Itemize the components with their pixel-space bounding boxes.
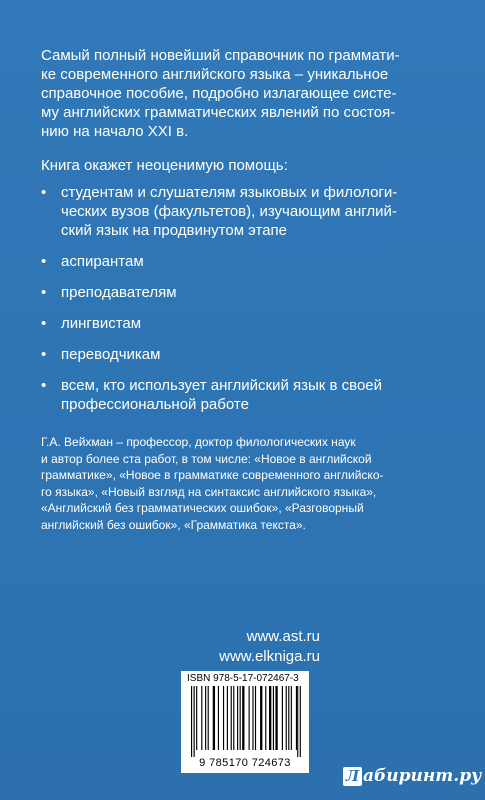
barcode-bar [291, 686, 292, 750]
barcode-bar [249, 686, 250, 750]
bullet-icon: • [41, 315, 47, 332]
barcode-bar [286, 686, 287, 750]
isbn-number: ISBN 978-5-17-072467-3 [187, 673, 299, 684]
barcode-bar [233, 686, 234, 750]
list-item-line: профессиональной работе [61, 396, 249, 413]
author-line: го языка», «Новый взгляд на синтаксис английского языка», [41, 484, 377, 499]
author-line: английский без ошибок», «Грамматика текста». [41, 517, 306, 532]
bullet-icon: • [41, 346, 47, 363]
barcode-bar [194, 686, 195, 757]
bullet-icon: • [41, 284, 47, 301]
barcode-bar [227, 686, 228, 750]
barcode-bar [252, 686, 253, 750]
barcode-bar [231, 686, 232, 750]
list-item [41, 345, 461, 364]
barcode-bar [275, 686, 277, 750]
bullet-icon: • [41, 184, 47, 201]
barcode-bar [208, 686, 209, 750]
barcode-bar [296, 686, 297, 750]
barcode-bar [260, 686, 262, 750]
barcode-bar [201, 686, 202, 750]
bullet-icon: • [41, 253, 47, 270]
barcode-bar [205, 686, 206, 750]
list-item-line: ский язык на продвинутом этапе [61, 222, 288, 239]
barcode-bar [223, 686, 224, 750]
intro-line: Самый полный новейший справочник по граммати- [41, 47, 400, 64]
barcode-bar [196, 686, 197, 750]
author-line: и автор более ста работ, в том числе: «Новое в английской [41, 451, 372, 466]
barcode-bar [282, 686, 283, 750]
barcode-bar [242, 686, 244, 750]
labirint-logo-text: абиринт.ру [363, 766, 482, 786]
barcode-bar [297, 686, 298, 757]
list-item [41, 183, 461, 240]
barcode-bar [237, 686, 238, 750]
intro-line: нию на начало XXI в. [41, 123, 189, 140]
url-ast: www.ast.ru [246, 628, 320, 645]
list-item [41, 376, 461, 414]
barcode-bar [273, 686, 274, 750]
list-item [41, 283, 461, 302]
list-item-line: лингвистам [61, 315, 142, 332]
barcode-icon [191, 686, 301, 757]
barcode-bar [288, 686, 289, 750]
url-elkniga: www.elkniga.ru [219, 648, 320, 665]
intro-line: му английских грамматических явлений по состоя- [41, 104, 396, 121]
audience-lead: Книга окажет неоценимую помощь: [41, 157, 288, 174]
barcode-bar [218, 686, 219, 750]
list-item-line: преподавателям [61, 284, 177, 301]
barcode-bar [300, 686, 301, 757]
list-item-line: всем, кто использует английский язык в своей [61, 377, 383, 394]
list-item-line: переводчикам [61, 346, 161, 363]
list-item-line: аспирантам [61, 253, 144, 270]
list-item [41, 252, 461, 271]
list-item-line: студентам и слушателям языковых и филологи- [61, 184, 398, 201]
intro-line: ке современного английского языка – уникальное [41, 66, 389, 83]
author-line: Г.А. Вейхман – профессор, доктор филологических наук [41, 435, 356, 449]
bullet-icon: • [41, 377, 47, 394]
audience-list [41, 183, 461, 426]
barcode-bar [269, 686, 271, 750]
barcode-digits: 9 785170 724673 [199, 757, 291, 769]
author-line: грамматике», «Новое в грамматике современного английско- [41, 468, 384, 482]
list-item-line: ческих вузов (факультетов), изучающим англий- [61, 203, 397, 220]
barcode-bar [191, 686, 192, 757]
author-bio [41, 434, 461, 533]
intro-line: справочное пособие, подробно излагающее систе- [41, 85, 397, 102]
isbn-barcode-block [181, 671, 309, 773]
publisher-urls [180, 627, 320, 667]
labirint-logo-icon: Л [343, 767, 362, 786]
list-item [41, 314, 461, 333]
barcode-bar [265, 686, 266, 750]
barcode-bar [255, 686, 256, 750]
intro-paragraph [41, 46, 451, 141]
labirint-logo [343, 763, 481, 789]
barcode-bar [240, 686, 241, 750]
author-line: «Английский без грамматических ошибок», «Разговорный [41, 501, 364, 515]
barcode-bar [213, 686, 215, 750]
